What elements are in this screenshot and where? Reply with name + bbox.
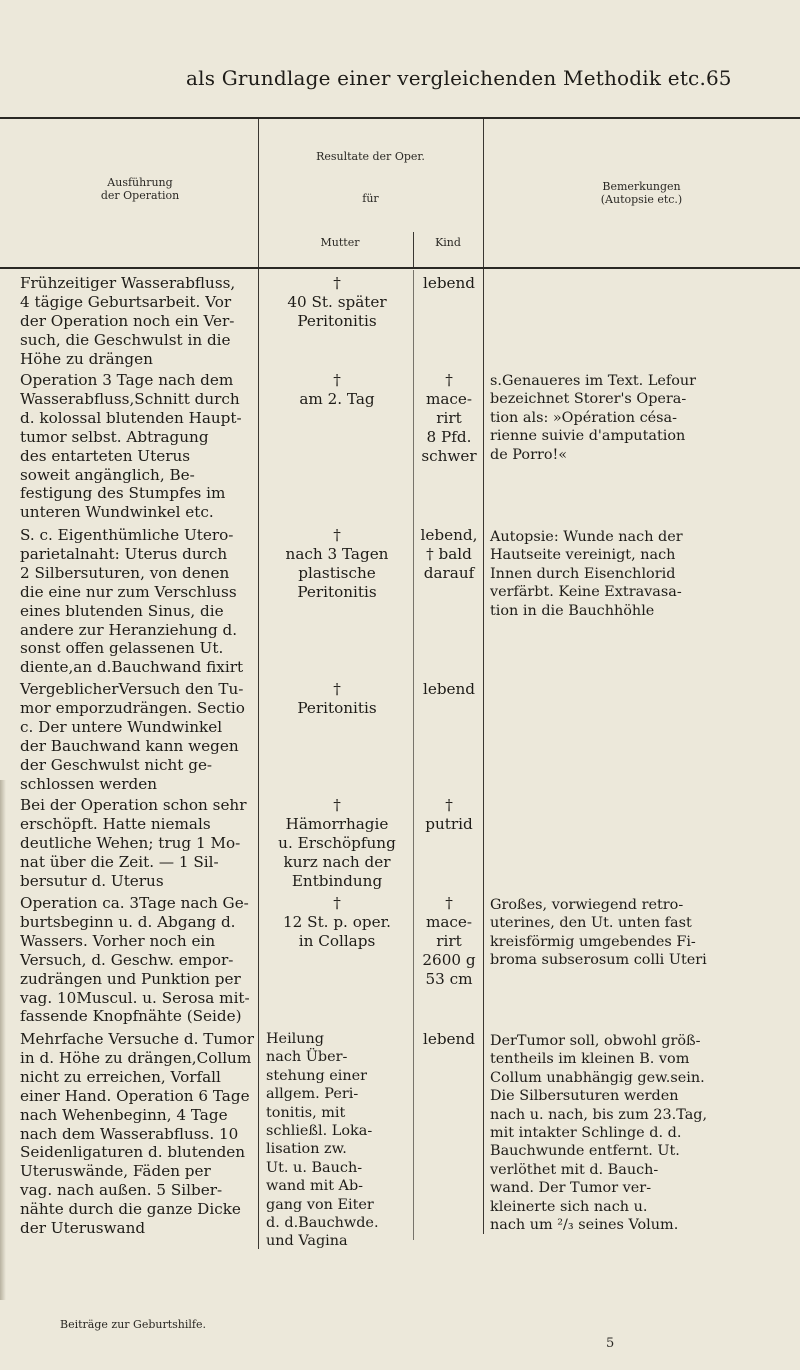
row-2-child: † mace- rirt 8 Pfd. schwer xyxy=(421,371,477,465)
row-3-operation: S. c. Eigenthümliche Utero- parietalnaht: Uterus durch 2 Silbersuturen, von denen die eine nur zum Verschluss eines blutenden Sinus, die andere zur Heranziehung d. sonst offen gelassenen Ut. diente,an d.Bauchwand fixirt xyxy=(20,526,244,677)
row-5-child: † putrid xyxy=(425,796,473,833)
header-for: für xyxy=(362,192,379,205)
column-divider xyxy=(258,119,259,1249)
row-7-child: lebend xyxy=(422,1030,476,1048)
column-divider xyxy=(413,232,414,268)
row-1-operation: Frühzeitiger Wasserabfluss, 4 tägige Geburtsarbeit. Vor der Operation noch ein Ver- such, die Geschwulst in die Höhe zu drängen xyxy=(20,274,236,368)
row-1-mother: † 40 St. später Peritonitis xyxy=(287,274,387,330)
running-title: als Grundlage einer vergleichenden Methodik etc. xyxy=(186,66,707,90)
row-7-mother: Heilung nach Über- stehung einer allgem. Peri- tonitis, mit schließl. Loka- lisation zw. Ut. u. Bauch- wand mit Ab- gang von Eiter d. d.Bauchwde. und Vagina xyxy=(266,1031,379,1250)
signature-mark: 5 xyxy=(606,1336,615,1351)
footer-series-title: Beiträge zur Geburtshilfe. xyxy=(60,1318,206,1331)
row-7-operation: Mehrfache Versuche d. Tumor in d. Höhe zu drängen,Collum nicht zu erreichen, Vorfall einer Hand. Operation 6 Tage nach Wehenbeginn, 4 Tage nach dem Wasserabfluss. 10 Seidenligaturen d. blutenden Uteruswände, Fäden per vag. nach außen. 5 Silber- nähte durch die ganze Dicke der Uteruswand xyxy=(20,1030,254,1238)
page-number: 65 xyxy=(706,66,732,90)
row-3-child: lebend, † bald darauf xyxy=(420,526,478,582)
row-7-remarks: DerTumor soll, obwohl größ- tentheils im kleinen B. vom Collum unabhängig gew.sein. Die Silbersuturen werden nach u. nach, bis zum 23.Tag, mit intakter Schlinge d. d. Bauchwunde entfernt. Ut. verlöthet mit d. Bauch- wand. Der Tumor ver- kleinerte sich nach u. nach um ²/₃ seines Volum. xyxy=(490,1033,708,1234)
row-2-mother: † am 2. Tag xyxy=(299,371,375,408)
row-6-operation: Operation ca. 3Tage nach Ge- burtsbeginn u. d. Abgang d. Wassers. Vorher noch ein Versuch, d. Geschw. empor- zudrängen und Punktion per vag. 10Muscul. u. Serosa mit- fassende Knopfnähte (Seide) xyxy=(20,894,250,1026)
row-5-operation: Bei der Operation schon sehr erschöpft. Hatte niemals deutliche Wehen; trug 1 Mo- nat über die Zeit. — 1 Sil- bersutur d. Uterus xyxy=(20,796,247,890)
header-operation: Ausführung der Operation xyxy=(100,176,180,202)
row-1-child: lebend xyxy=(422,274,476,292)
row-4-operation: VergeblicherVersuch den Tu- mor emporzudrängen. Sectio c. Der untere Wundwinkel der Bauchwand kann wegen der Geschwulst nicht ge- schlossen werden xyxy=(20,680,245,793)
row-2-operation: Operation 3 Tage nach dem Wasserabfluss,Schnitt durch d. kolossal blutenden Haupt- tumor selbst. Abtragung des entarteten Uterus soweit angänglich, Be- festigung des Stumpfes im unteren Wundwinkel etc. xyxy=(20,371,242,522)
running-head xyxy=(0,66,800,100)
row-4-child: lebend xyxy=(422,680,476,698)
header-remarks: Bemerkungen (Autopsie etc.) xyxy=(600,180,683,206)
header-mother: Mutter xyxy=(320,236,360,249)
header-child: Kind xyxy=(435,236,461,249)
table-top-rule xyxy=(0,117,800,119)
row-6-child: † mace- rirt 2600 g 53 cm xyxy=(422,894,476,988)
row-3-mother: † nach 3 Tagen plastische Peritonitis xyxy=(285,526,389,601)
row-3-remarks: Autopsie: Wunde nach der Hautseite vereinigt, nach Innen durch Eisenchlorid verfärbt. Keine Extravasa- tion in die Bauchhöhle xyxy=(490,529,683,619)
row-2-remarks: s.Genaueres im Text. Lefour bezeichnet Storer's Opera- tion als: »Opération césa- rienne suivie d'amputation de Porro!« xyxy=(490,373,697,463)
row-6-remarks: Großes, vorwiegend retro- uterines, den Ut. unten fast kreisförmig umgebendes Fi- broma subserosum colli Uteri xyxy=(490,897,707,969)
header-results: Resultate der Oper. xyxy=(316,150,425,163)
table-header-rule xyxy=(0,267,800,269)
row-6-mother: † 12 St. p. oper. in Collaps xyxy=(283,894,391,950)
row-4-mother: † Peritonitis xyxy=(297,680,377,717)
row-5-mother: † Hämorrhagie u. Erschöpfung kurz nach der Entbindung xyxy=(278,796,396,890)
binding-shadow xyxy=(0,780,6,1300)
